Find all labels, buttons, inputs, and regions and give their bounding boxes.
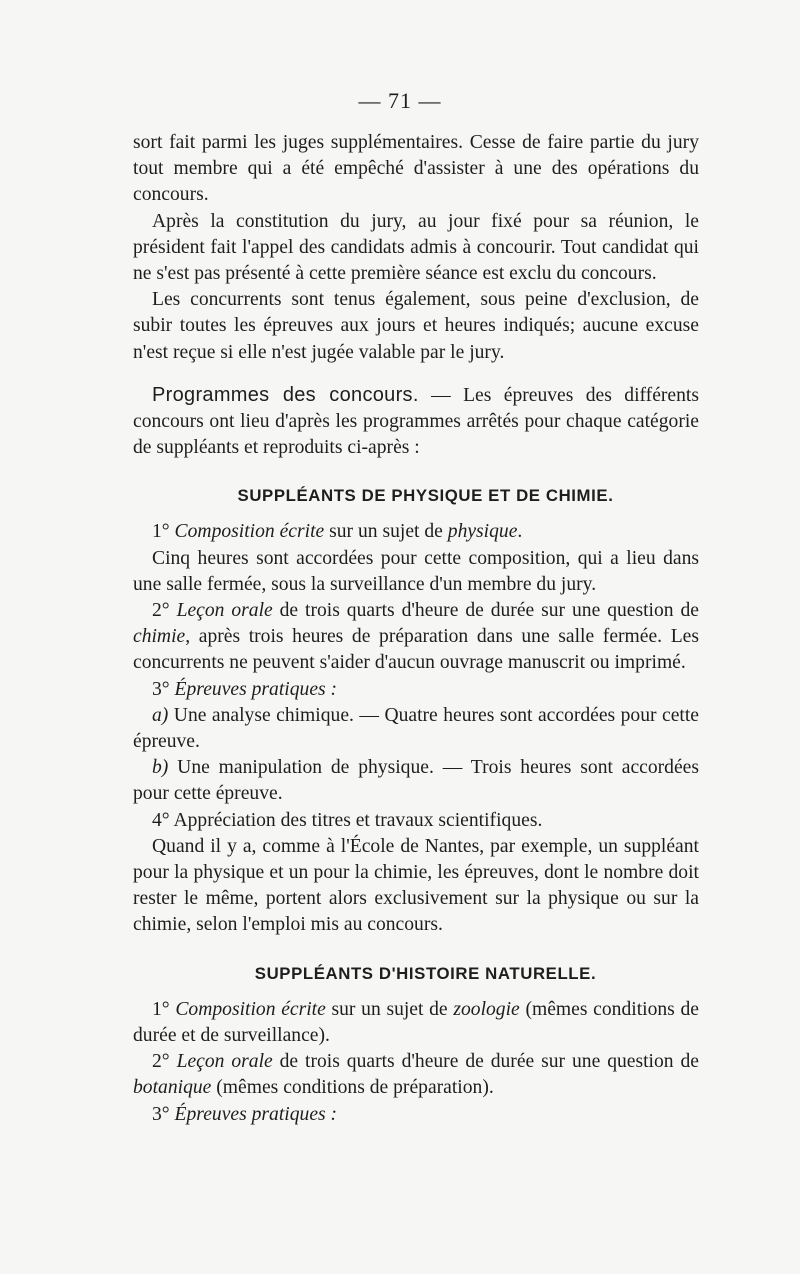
item-lecon-orale-botanique (133, 1049, 699, 1101)
item-number: 3° (152, 678, 170, 700)
item-text-end: (mêmes conditions de durée et de surveillance). (133, 998, 699, 1046)
item-label: Composition écrite (175, 998, 326, 1020)
paragraph-exclusion: Les concurrents sont tenus également, sous peine d'exclusion, de subir toutes les épreuves aux jours et heures indiqués; aucune excuse n'est reçue si elle n'est jugée valable par le jury. (133, 289, 699, 363)
page-number: — 71 — (358, 88, 442, 113)
paragraph-nantes-example: Quand il y a, comme à l'École de Nantes, par exemple, un suppléant pour la physique et un pour la chimie, les épreuves, dont le nombre doit rester le même, portent alors exclusivement sur la physique ou sur la chimie, selon l'emploi mis au concours. (133, 835, 699, 936)
subitem-text: Une manipulation de physique. — Trois heures sont accordées pour cette épreuve. (133, 757, 699, 805)
item-number: 1° (152, 998, 170, 1020)
item-epreuves-pratiques-hn (133, 1102, 699, 1128)
item-label: Leçon orale (176, 600, 273, 622)
subitem-text: Une analyse chimique. — Quatre heures sont accordées pour cette épreuve. (133, 704, 699, 753)
item-label: Leçon orale (176, 1051, 273, 1073)
item-text-end: , après trois heures de préparation dans une salle fermée. Les concurrents ne peuvent s'aider d'aucun ouvrage manuscrit ou imprimé. (133, 626, 699, 674)
item-subject: physique (447, 521, 518, 543)
item-composition-ecrite (133, 519, 699, 545)
page-body (133, 130, 699, 1128)
paragraph-jury-constitution: Après la constitution du jury, au jour fixé pour sa réunion, le président fait l'appel des candidats admis à concourir. Tout candidat qui ne s'est pas présenté à cette première séance est exclu du concours. (133, 210, 699, 285)
item-text: de trois quarts d'heure de durée sur une question de (272, 600, 699, 622)
item-label: Épreuves pratiques : (174, 678, 338, 700)
paragraph-jury-draw: sort fait parmi les juges supplémentaires. Cesse de faire partie du jury tout membre qui a été empêché d'assister à une des opérations du concours. (133, 132, 699, 206)
item-composition-ecrite-zoologie (133, 997, 699, 1049)
programmes-text: — Les épreuves des différents concours ont lieu d'après les programmes arrêtés pour chaque catégorie de suppléants et reproduits ci-après : (133, 384, 699, 459)
item-epreuves-pratiques (133, 677, 699, 703)
item-label: Composition écrite (174, 521, 325, 543)
runin-heading-programmes: Programmes des concours. (152, 383, 419, 406)
subitem-letter: a) (152, 704, 169, 726)
item-subject: chimie (133, 626, 186, 648)
item-number: 2° (152, 1051, 170, 1073)
item-text: sur un sujet de (324, 521, 448, 543)
section-title-histoire-naturelle: SUPPLÉANTS D'HISTOIRE NATURELLE. (254, 963, 597, 983)
paragraph-programmes (133, 382, 699, 462)
section-title-physique-chimie: SUPPLÉANTS DE PHYSIQUE ET DE CHIMIE. (237, 486, 614, 506)
item-appreciation-titres: 4° Appréciation des titres et travaux scientifiques. (152, 809, 543, 831)
item-text: sur un sujet de (325, 998, 454, 1020)
item-label: Épreuves pratiques : (174, 1103, 338, 1125)
subitem-manipulation-physique (133, 755, 699, 807)
subitem-letter: b) (152, 757, 169, 779)
item-subject: zoologie (453, 998, 520, 1020)
paragraph-composition-details: Cinq heures sont accordées pour cette composition, qui a lieu dans une salle fermée, sous la surveillance d'un membre du jury. (133, 547, 699, 595)
item-number: 3° (152, 1103, 170, 1125)
item-number: 1° (152, 521, 170, 543)
item-text-end: (mêmes conditions de préparation). (211, 1077, 494, 1099)
item-lecon-orale (133, 598, 699, 677)
item-subject: botanique (133, 1077, 212, 1099)
item-text: de trois quarts d'heure de durée sur une question de (272, 1051, 699, 1073)
item-number: 2° (152, 600, 170, 622)
item-text-end: . (517, 521, 523, 543)
subitem-analyse-chimique (133, 703, 699, 755)
